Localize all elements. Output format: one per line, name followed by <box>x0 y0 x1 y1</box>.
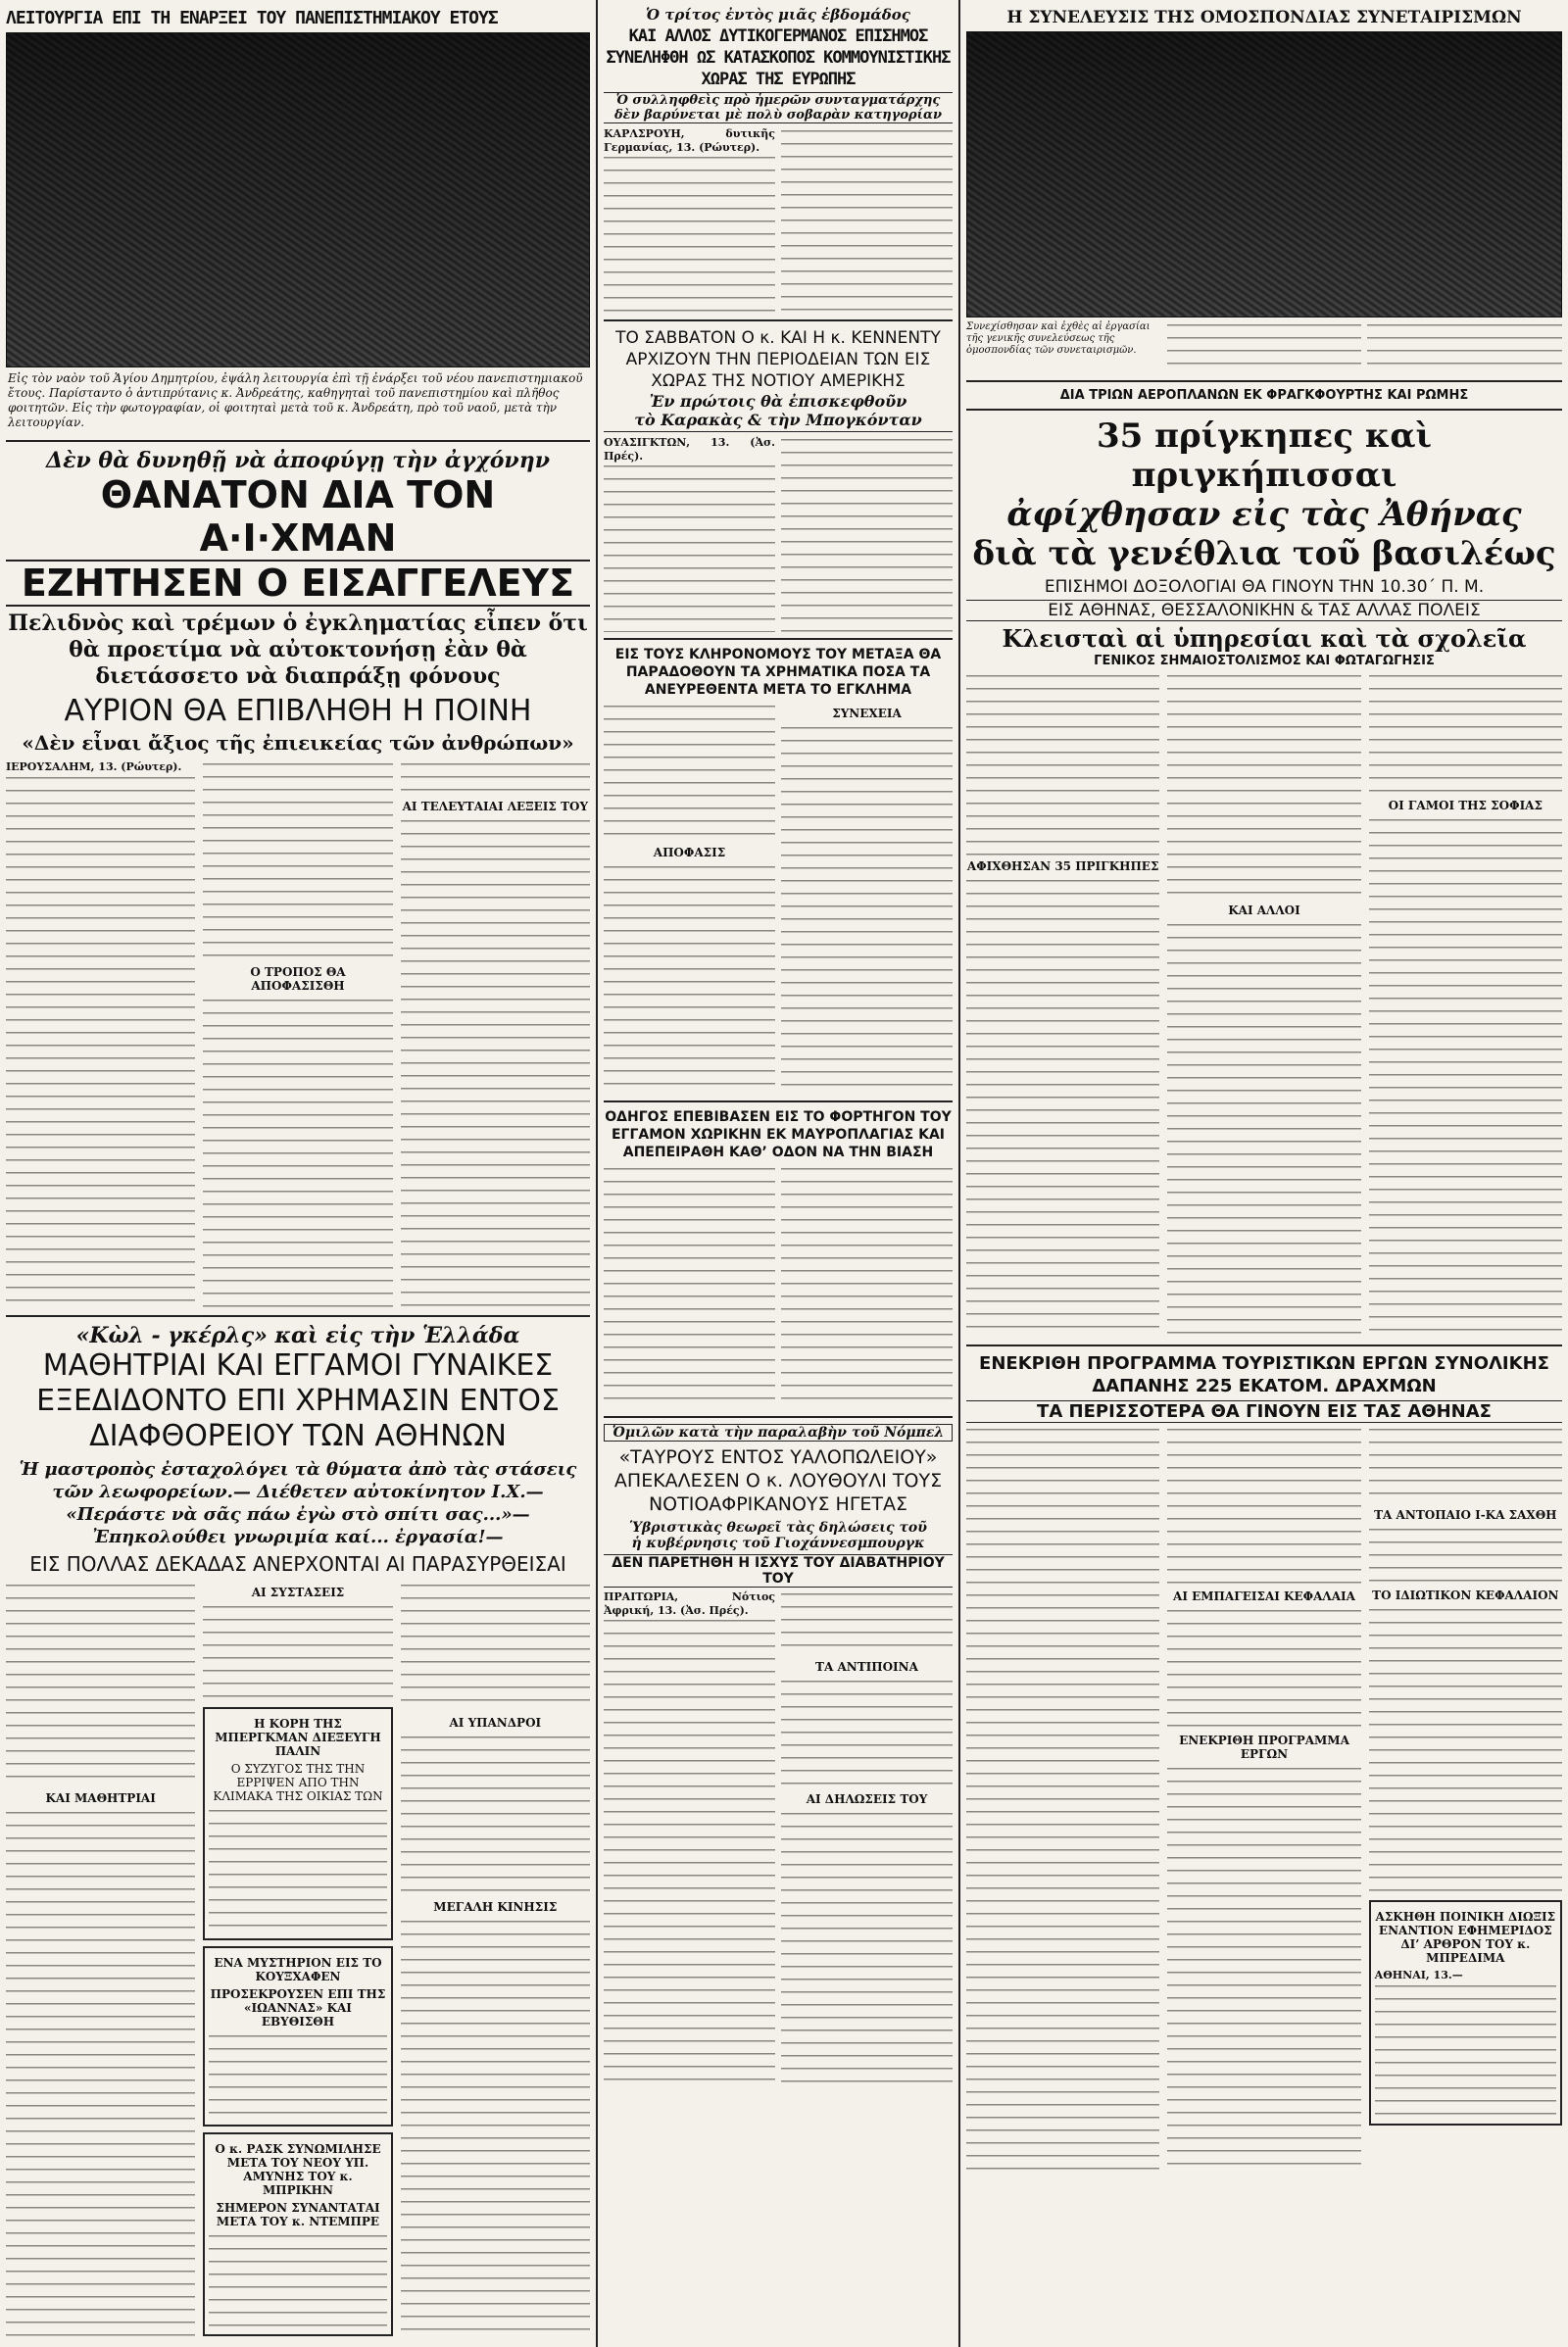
article-text <box>401 1918 590 2336</box>
subhead: ΤΑ ΑΝΤΙΠΟΙΝΑ <box>815 1660 918 1675</box>
article-column <box>6 1582 195 2336</box>
article-text <box>604 1617 775 2090</box>
article-column <box>781 1590 953 2090</box>
subhead: ΑΙ ΔΗΛΩΣΕΙΣ ΤΟΥ <box>806 1791 928 1806</box>
article-column <box>1369 1426 1562 2171</box>
deck-doxology: ΕΠΙΣΗΜΟΙ ΔΟΞΟΛΟΓΙΑΙ ΘΑ ΓΙΝΟΥΝ ΤΗΝ 10.30΄ Π. Μ. <box>1044 577 1485 597</box>
dateline: ΟΥΑΣΙΓΚΤΩΝ, 13. (Ἀσ. Πρές). <box>604 436 775 463</box>
article-text <box>1369 1526 1562 1585</box>
dateline: ΙΕΡΟΥΣΑΛΗΜ, 13. (Ρώυτερ). <box>6 760 182 773</box>
subhead: Ο κ. ΡΑΣΚ ΣΥΝΩΜΙΛΗΣΕ ΜΕΤΑ ΤΟΥ ΝΕΟΥ ΥΠ. ΑΜΥΝΗΣ ΤΟΥ κ. ΜΠΡΙΚΗΝ <box>215 2142 381 2197</box>
tourism-article <box>966 1426 1562 2171</box>
headline-metaxas: ΕΙΣ ΤΟΥΣ ΚΛΗΡΟΝΟΜΟΥΣ ΤΟΥ ΜΕΤΑΞΑ ΘΑ ΠΑΡΑΔΟΘΟΥΝ ΤΑ ΧΡΗΜΑΤΙΚΑ ΠΟΣΑ ΤΑ ΑΝΕΥΡΕΘΕΝΤΑ ΜΕΤΑ ΤΟ ΕΓΚΛΗΜΑ <box>614 647 942 698</box>
subhead: Ο ΤΡΟΠΟΣ ΘΑ ΑΠΟΦΑΣΙΣΘΗ <box>250 965 346 994</box>
article-column <box>604 127 775 314</box>
article-text <box>209 2232 386 2330</box>
headline-tourism: ΕΝΕΚΡΙΘΗ ΠΡΟΓΡΑΜΜΑ ΤΟΥΡΙΣΤΙΚΩΝ ΕΡΓΩΝ ΣΥΝΟΛΙΚΗΣ ΔΑΠΑΝΗΣ 225 ΕΚΑΤΟΜ. ΔΡΑΧΜΩΝ <box>979 1353 1549 1396</box>
deck-cities: ΕΙΣ ΑΘΗΝΑΣ, ΘΕΣΣΑΛΟΝΙΚΗΝ & ΤΑΣ ΑΛΛΑΣ ΠΟΛΕΙΣ <box>966 600 1562 621</box>
deck-spy-2: δὲν βαρύνεται μὲ πολὺ σοβαρὰν κατηγορίαν <box>604 108 953 123</box>
subhead: ΣΗΜΕΡΟΝ ΣΥΝΑΝΤΑΤΑΙ ΜΕΤΑ ΤΟΥ κ. ΝΤΕΜΠΡΕ <box>216 2201 380 2228</box>
headline-sentence: ΑΥΡΙΟΝ ΘΑ ΕΠΙΒΛΗΘΗ Η ΠΟΙΝΗ <box>64 694 532 728</box>
column-rule <box>958 0 960 2347</box>
article-text <box>781 127 953 314</box>
article-text <box>6 1809 195 2336</box>
headline-eichmann: ΘΑΝΑΤΟΝ ΔΙΑ ΤΟΝ Α·Ι·ΧΜΑΝ <box>100 473 496 560</box>
photo-caption: Συνεχίσθησαν καὶ ἐχθὲς αἱ ἐργασίαι τῆς γενικῆς συνελεύσεως τῆς ὁμοσπονδίας τῶν συνεταιρισμῶν. <box>966 321 1151 356</box>
article-text <box>966 1426 1159 2171</box>
article-text <box>1367 321 1562 374</box>
subhead: ΑΙ ΥΠΑΝΔΡΟΙ <box>449 1716 542 1730</box>
subhead: ΑΙ ΣΥΣΤΑΣΕΙΣ <box>251 1586 345 1599</box>
article-column <box>781 1165 953 1410</box>
article-text <box>1167 672 1360 900</box>
subhead: ΤΑ ΑΝΤΟΠΑΙΟ Ι-ΚΑ ΣΑΧΘΗ <box>1374 1508 1557 1522</box>
boxed-story <box>203 1707 392 1940</box>
photo-caption: Εἰς τὸν ναὸν τοῦ Ἁγίου Δημητρίου, ἐψάλη λειτουργία ἐπὶ τῇ ἐνάρξει τοῦ νέου πανεπιστημιακοῦ ἔτους. Παρίσταντο ὁ ἀντιπρύτανις κ. Ἀνδρεάτης, καθηγηταὶ τοῦ πανεπιστημίου καὶ πλῆθος φοιτητῶν. Εἰς τὴν φωτογραφίαν, οἱ φοιτηταὶ μετὰ τοῦ κ. Ἀνδρεάτη, πρὸ τοῦ ναοῦ, μετὰ τὴν λειτουργίαν. <box>8 371 583 429</box>
headline-passport: ΔΕΝ ΠΑΡΕΤΗΘΗ Η ΙΣΧΥΣ ΤΟΥ ΔΙΑΒΑΤΗΡΙΟΥ ΤΟΥ <box>604 1554 953 1588</box>
divider <box>966 380 1562 382</box>
article-text <box>604 703 775 842</box>
article-text <box>401 1734 590 1896</box>
kicker-planes: ΔΙΑ ΤΡΙΩΝ ΑΕΡΟΠΛΑΝΩΝ ΕΚ ΦΡΑΓΚΦΟΥΡΤΗΣ ΚΑΙ ΡΩΜΗΣ <box>1059 388 1469 403</box>
article-text <box>1369 1426 1562 1504</box>
subhead: ΚΑΙ ΜΑΘΗΤΡΙΑΙ <box>45 1790 156 1805</box>
article-column <box>604 703 775 1095</box>
article-column <box>604 1165 775 1410</box>
headline-arrived: ἀφίχθησαν εἰς τὰς Ἀθήνας <box>1006 495 1522 534</box>
article-column <box>604 436 775 632</box>
subhead: ΑΦΙΧΘΗΣΑΝ 35 ΠΡΙΓΚΗΠΕΣ <box>966 859 1159 874</box>
caption-text <box>1167 321 1362 374</box>
headline-kennedy: ΤΟ ΣΑΒΒΑΤΟΝ Ο κ. ΚΑΙ Η κ. ΚΕΝΝΕΝΤΥ ΑΡΧΙΖΟΥΝ ΤΗΝ ΠΕΡΙΟΔΕΙΑΝ ΤΩΝ ΕΙΣ ΧΩΡΑΣ ΤΗΣ ΝΟΤΙΟΥ ΑΜΕΡΙΚΗΣ <box>615 328 941 391</box>
deck-luthuli: Ὑβριστικὰς θεωρεῖ τὰς δηλώσεις τοῦ <box>629 1520 927 1536</box>
column-rule <box>596 0 598 2347</box>
dateline: ΑΘΗΝΑΙ, 13.— <box>1374 1969 1463 1981</box>
dateline: ΠΡΑΙΤΩΡΙΑ, Νότιος Ἀφρική, 13. (Ἀσ. Πρές). <box>604 1590 775 1617</box>
article-text <box>209 1807 386 1934</box>
headline-driver: ΟΔΗΓΟΣ ΕΠΕΒΙΒΑΣΕΝ ΕΙΣ ΤΟ ΦΟΡΤΗΓΟΝ ΤΟΥ ΕΓΓΑΜΟΝ ΧΩΡΙΚΗΝ ΕΚ ΜΑΥΡΟΠΛΑΓΙΑΣ ΚΑΙ ΑΠΕΠΕΙΡΑΘΗ ΚΑΘ’ ΟΔΟΝ ΝΑ ΤΗΝ ΒΙΑΣΗ <box>605 1109 952 1160</box>
article-column <box>604 1590 775 2090</box>
divider <box>604 638 953 640</box>
article-text <box>1375 1982 1556 2120</box>
subhead: ΤΟ ΙΔΙΩΤΙΚΟΝ ΚΕΦΑΛΑΙΟΝ <box>1372 1589 1559 1602</box>
headline-spy: ΚΑΙ ΑΛΛΟΣ ΔΥΤΙΚΟΓΕΡΜΑΝΟΣ ΕΠΙΣΗΜΟΣ ΣΥΝΕΛΗΦΘΗ ΩΣ ΚΑΤΑΣΚΟΠΟΣ ΚΟΜΜΟΥΝΙΣΤΙΚΗΣ ΧΩΡΑΣ ΤΗΣ ΕΥΡΩΠΗΣ <box>606 26 951 89</box>
quote-eichmann: «Δὲν εἶναι ἄξιος τῆς ἐπιεικείας τῶν ἀνθρώπων» <box>22 731 574 755</box>
deck-callgirls: Ἡ μαστροπὸς ἐσταχολόγει τὰ θύματα ἀπὸ τὰς στάσεις τῶν λεωφορείων.— Διέθετεν αὐτοκίνητον Ι.Χ.— «Περάστε νὰ σᾶς πάω ἐγὼ στὸ σπίτι σας...»— Ἐπηκολούθει γνωριμία καί... ἐργασία!— <box>19 1459 577 1547</box>
article-column <box>203 1582 392 2336</box>
headline-dozens: ΕΙΣ ΠΟΛΛΑΣ ΔΕΚΑΔΑΣ ΑΝΕΡΧΟΝΤΑΙ ΑΙ ΠΑΡΑΣΥΡΘΕΙΣΑΙ <box>29 1552 566 1576</box>
subhead: ΣΥΝΕΧΕΙΑ <box>832 707 902 720</box>
article-text <box>401 817 590 1309</box>
boxed-story <box>203 1946 392 2127</box>
deck-spy: Ὁ συλληφθεὶς πρὸ ἡμερῶν συνταγματάρχης <box>604 92 953 108</box>
article-text <box>203 997 392 1309</box>
spy-article <box>604 127 953 314</box>
kicker-callgirls: «Κὼλ - γκέρλς» καὶ εἰς τὴν Ἑλλάδα <box>75 1323 520 1348</box>
article-text <box>1167 1607 1360 1730</box>
subhead: ΕΝΑ ΜΥΣΤΗΡΙΟΝ ΕΙΣ ΤΟ ΚΟΥΞΧΑΦΕΝ <box>214 1956 382 1983</box>
callgirls-article <box>6 1582 590 2336</box>
divider <box>604 319 953 321</box>
article-column <box>966 672 1159 1339</box>
divider <box>966 1345 1562 1346</box>
article-column <box>401 1582 590 2336</box>
article-text <box>1369 1606 1562 1900</box>
article-text <box>1167 1426 1360 1586</box>
column-middle <box>604 0 953 2090</box>
deck-kennedy-2: τὸ Καρακὰς & τὴν Μπογκόνταν <box>604 411 953 432</box>
article-text <box>781 724 953 1095</box>
article-text <box>1369 816 1562 1339</box>
article-text <box>401 760 590 796</box>
headline-closed: Κλεισταὶ αἱ ὑπηρεσίαι καὶ τὰ σχολεῖα <box>1002 624 1527 653</box>
eichmann-article <box>6 760 590 1309</box>
deck-flags: ΓΕΝΙΚΟΣ ΣΗΜΑΙΟΣΤΟΛΙΣΜΟΣ ΚΑΙ ΦΩΤΑΓΩΓΗΣΙΣ <box>1094 654 1435 668</box>
article-text <box>1167 921 1360 1339</box>
article-text <box>781 1678 953 1787</box>
subhead: ΑΣΚΗΘΗ ΠΟΙΝΙΚΗ ΔΙΩΞΙΣ ΕΝΑΝΤΙΟΝ ΕΦΗΜΕΡΙΔΟΣ ΔΙ’ ΑΡΘΡΟΝ ΤΟΥ κ. ΜΠΡΕΔΙΜΑ <box>1375 1910 1556 1965</box>
headline-birthday: διὰ τὰ γενέθλια τοῦ βασιλέως <box>972 534 1556 573</box>
headline-prosecutor: ΕΖΗΤΗΣΕΝ Ο ΕΙΣΑΓΓΕΛΕΥΣ <box>6 560 590 607</box>
subhead: ΚΑΙ ΑΛΛΟΙ <box>1228 903 1300 917</box>
article-column <box>781 127 953 314</box>
article-column <box>1167 1426 1360 2171</box>
article-text <box>604 154 775 314</box>
kicker-nobel: Ὁμιλῶν κατὰ τὴν παραλαβὴν τοῦ Νόμπελ <box>604 1424 953 1442</box>
headline-princes: 35 πρίγκηπες καὶ πριγκήπισσαι <box>1097 416 1432 495</box>
subhead: ΟΙ ΓΑΜΟΙ ΤΗΣ ΣΟΦΙΑΣ <box>1388 799 1543 813</box>
subhead: Ο ΣΥΖΥΓΟΣ ΤΗΣ ΤΗΝ ΕΡΡΙΨΕΝ ΑΠΟ ΤΗΝ ΚΛΙΜΑΚΑ ΤΗΣ ΟΙΚΙΑΣ ΤΩΝ <box>213 1762 383 1803</box>
article-text <box>1167 1765 1360 2171</box>
metaxas-article <box>604 703 953 1095</box>
article-text <box>203 760 392 961</box>
liturgy-photo <box>6 32 590 367</box>
column-right <box>966 0 1562 2171</box>
photo-caption-block <box>966 321 1562 374</box>
article-text <box>781 1590 953 1656</box>
boxed-story <box>203 2132 392 2336</box>
article-text <box>966 877 1159 1339</box>
kicker: Δὲν θὰ δυνηθῇ νὰ ἀποφύγῃ τὴν ἀγχόνην <box>46 448 550 473</box>
article-text <box>6 1582 195 1787</box>
assembly-photo <box>966 31 1562 318</box>
divider <box>6 1315 590 1317</box>
subhead: ΑΠΟΦΑΣΙΣ <box>653 845 726 859</box>
divider <box>966 409 1562 411</box>
caption-text <box>1367 321 1562 374</box>
article-text <box>604 463 775 632</box>
article-column <box>966 1426 1159 2171</box>
article-column <box>781 436 953 632</box>
deck-kennedy: Ἐν πρώτοις θὰ ἐπισκεφθοῦν <box>649 392 907 411</box>
divider <box>604 1416 953 1418</box>
article-column <box>203 760 392 1309</box>
article-text <box>781 1810 953 2090</box>
driver-article <box>604 1165 953 1410</box>
divider <box>604 1100 953 1102</box>
kennedy-article <box>604 436 953 632</box>
article-text <box>401 1582 590 1712</box>
article-column <box>1369 672 1562 1339</box>
article-column <box>401 760 590 1309</box>
article-text <box>1369 672 1562 795</box>
deck-luthuli-2: ἡ κυβέρνησις τοῦ Γιοχάννεσμπουργκ <box>631 1536 925 1551</box>
subhead: ΑΙ ΕΜΠΑΓΕΙΣΑΙ ΚΕΦΑΛΑΙΑ <box>1173 1589 1355 1604</box>
subhead: ΜΕΓΑΛΗ ΚΙΝΗΣΙΣ <box>433 1900 558 1915</box>
boxed-story <box>1369 1900 1562 2126</box>
deck-eichmann: Πελιδνὸς καὶ τρέμων ὁ ἐγκληματίας εἶπεν ὅτι θὰ προετίμα νὰ αὐτοκτονήσῃ ἐὰν θὰ διετάσσετο νὰ διαπράξῃ φόνους <box>8 611 588 689</box>
article-column <box>781 703 953 1095</box>
column-left <box>6 0 590 2336</box>
article-column <box>1167 672 1360 1339</box>
article-text <box>6 774 195 1310</box>
top-headline-left: ΛΕΙΤΟΥΡΓΙΑ ΕΠΙ ΤΗ ΕΝΑΡΞΕΙ ΤΟΥ ΠΑΝΕΠΙΣΤΗΜΙΑΚΟΥ ΕΤΟΥΣ <box>6 8 498 28</box>
dateline: ΚΑΡΛΣΡΟΥΗ, δυτικῆς Γερμανίας, 13. (Ρώυτερ). <box>604 127 775 154</box>
headline-luthuli: «ΤΑΥΡΟΥΣ ΕΝΤΟΣ ΥΑΛΟΠΩΛΕΙΟΥ» ΑΠΕΚΑΛΕΣΕΝ Ο κ. ΛΟΥΘΟΥΛΙ ΤΟΥΣ ΝΟΤΙΟΑΦΡΙΚΑΝΟΥΣ ΗΓΕΤΑΣ <box>613 1446 943 1515</box>
subhead: Η ΚΟΡΗ ΤΗΣ ΜΠΕΡΓΚΜΑΝ ΔΙΕΞΕΥΓΗ ΠΑΛΙΝ <box>215 1717 381 1758</box>
article-column <box>6 760 195 1309</box>
article-text <box>781 1165 953 1410</box>
article-text <box>781 436 953 632</box>
subhead: ΑΙ ΤΕΛΕΥΤΑΙΑΙ ΛΕΞΕΙΣ ΤΟΥ <box>402 799 589 813</box>
top-headline-right: Η ΣΥΝΕΛΕΥΣΙΣ ΤΗΣ ΟΜΟΣΠΟΝΔΙΑΣ ΣΥΝΕΤΑΙΡΙΣΜΩΝ <box>1006 8 1522 27</box>
headline-callgirls: ΜΑΘΗΤΡΙΑΙ ΚΑΙ ΕΓΓΑΜΟΙ ΓΥΝΑΙΚΕΣ ΕΞΕΔΙΔΟΝΤΟ ΕΠΙ ΧΡΗΜΑΣΙΝ ΕΝΤΟΣ ΔΙΑΦΘΟΡΕΙΟΥ ΤΩΝ ΑΘΗΝΩΝ <box>36 1348 560 1453</box>
article-text <box>1167 321 1362 374</box>
subhead: ΕΝΕΚΡΙΘΗ ΠΡΟΓΡΑΜΜΑ ΕΡΓΩΝ <box>1179 1734 1349 1762</box>
headline-athens: ΤΑ ΠΕΡΙΣΣΟΤΕΡΑ ΘΑ ΓΙΝΟΥΝ ΕΙΣ ΤΑΣ ΑΘΗΝΑΣ <box>966 1400 1562 1423</box>
divider <box>6 440 590 442</box>
article-text <box>604 1165 775 1410</box>
princes-article <box>966 672 1562 1339</box>
kicker-spy: Ὁ τρίτος ἐντὸς μιᾶς ἑβδομάδος <box>646 6 910 24</box>
article-text <box>203 1603 392 1707</box>
article-text <box>209 2032 386 2121</box>
luthuli-article <box>604 1590 953 2090</box>
article-text <box>966 672 1159 856</box>
article-text <box>604 863 775 1095</box>
subhead: ΠΡΟΣΕΚΡΟΥΣΕΝ ΕΠΙ ΤΗΣ «ΙΩΑΝΝΑΣ» ΚΑΙ ΕΒΥΘΙΣΘΗ <box>210 1987 386 2029</box>
